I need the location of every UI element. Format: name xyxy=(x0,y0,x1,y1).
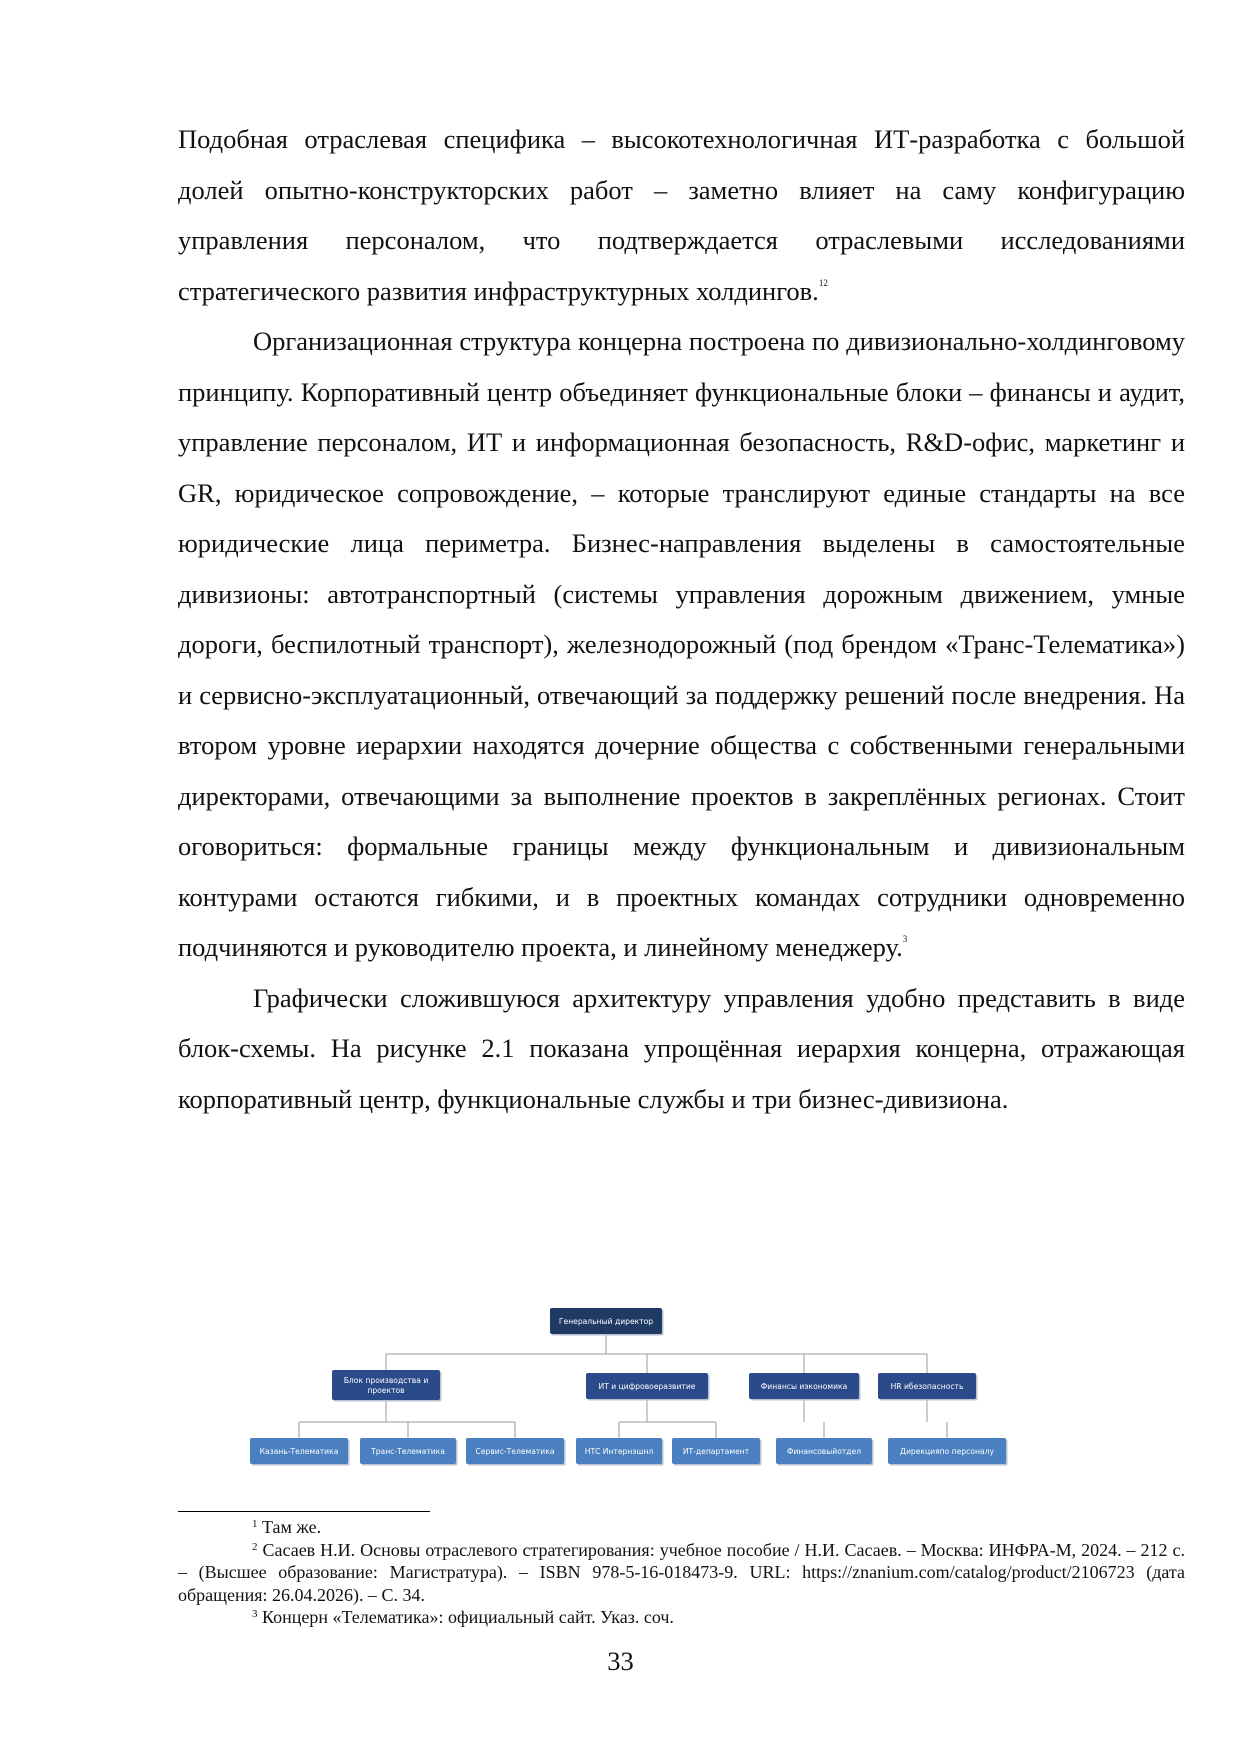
org-node-hr xyxy=(878,1373,978,1401)
paragraph-3-text: Графически сложившуюся архитектуру управления удобно представить в виде блок-схемы. На рисунке 2.1 показана упрощённая иерархия концерна, отражающая корпоративный центр, функциональные службы и три бизнес-дивизиона. xyxy=(178,982,1185,1114)
body-text xyxy=(178,114,1185,1124)
footnote-marker: 2 xyxy=(252,1540,258,1553)
node-label: Финансы иэкономика xyxy=(760,1382,848,1391)
node-label: Казань-Телематика xyxy=(259,1447,339,1456)
org-chart-figure xyxy=(250,1300,1110,1490)
org-node-it xyxy=(586,1373,710,1401)
node-label: Дирекцияпо персоналу xyxy=(900,1447,994,1456)
paragraph-1-text: Подобная отраслевая специфика – высокотехнологичная ИТ-разработка с большой долей опытно-конструкторских работ – заметно влияет на саму конфигурацию управления персоналом, что подтверждается отраслевыми исследованиями стратегического развития инфраструктурных холдингов. xyxy=(178,124,1185,306)
org-node-subsidiary xyxy=(672,1438,762,1466)
node-label: Финансовыйотдел xyxy=(786,1447,862,1456)
org-node-subsidiary xyxy=(576,1438,664,1466)
paragraph-2 xyxy=(178,316,1185,973)
org-node-subsidiary xyxy=(888,1438,1008,1466)
node-label: проектов xyxy=(367,1386,405,1395)
footnote-marker: 3 xyxy=(252,1608,258,1620)
node-label: ИТ-департамент xyxy=(682,1447,750,1456)
org-node-subsidiary xyxy=(776,1438,874,1466)
footnote-separator xyxy=(178,1511,430,1512)
node-label: Сервис-Телематика xyxy=(475,1447,555,1456)
org-node-subsidiary xyxy=(250,1438,350,1466)
node-box xyxy=(332,1370,440,1400)
footnote-text: Там же. xyxy=(262,1517,322,1537)
node-label: НТС Интернэшнл xyxy=(584,1447,654,1456)
footnote-text: Сасаев Н.И. Основы отраслевого стратегирования: учебное пособие / Н.И. Сасаев. – Москва: ИНФРА-М, 2024. – 212 с. – (Высшее образование: Магистратура). – ISBN 978-5-16-018473-9. URL: https://znanium.com/catalog/product/2106723 (дата обращения: 26.04.2026). – С. 34. xyxy=(178,1539,1186,1605)
footnote-marker: 1 xyxy=(252,1518,258,1530)
node-label: Транс-Телематика xyxy=(371,1447,445,1456)
footnote-3 xyxy=(178,1606,1185,1629)
footnotes xyxy=(178,1516,1185,1629)
footnote-2 xyxy=(178,1539,1185,1607)
page-number: 33 xyxy=(607,1646,634,1676)
org-node-fin xyxy=(749,1373,861,1401)
org-chart-svg xyxy=(250,1300,1110,1490)
paragraph-3 xyxy=(178,973,1185,1125)
paragraph-2-text: Организационная структура концерна построена по дивизионально-холдинговому принципу. Корпоративный центр объединяет функциональные блоки – финансы и аудит, управление персоналом, ИТ и информационная безопасность, R&D-офис, маркетинг и GR, юридическое сопровождение, – которые транслируют единые стандарты на все юридические лица периметра. Бизнес-направления выделены в самостоятельные дивизионы: автотранспортный (системы управления дорожным движением, умные дороги, беспилотный транспорт), железнодорожный (под брендом «Транс-Телематика») и сервисно-эксплуатационный, отвечающий за поддержку решений после внедрения. На втором уровне иерархии находятся дочерние общества с собственными генеральными директорами, отвечающими за выполнение проектов в закреплённых регионах. Стоит оговориться: формальные границы между функциональным и дивизиональным контурами остаются гибкими, и в проектных командах сотрудники одновременно подчиняются и руководителю проекта, и линейному менеджеру. xyxy=(178,326,1185,962)
org-node-subsidiary xyxy=(360,1438,458,1466)
node-label: ИТ и цифровоеразвитие xyxy=(598,1382,696,1391)
footnote-ref[interactable]: 12 xyxy=(818,277,828,288)
footnote-text: Концерн «Телематика»: официальный сайт. Указ. соч. xyxy=(262,1607,674,1627)
footnote-1 xyxy=(178,1516,1185,1539)
node-label: HR ибезопасность xyxy=(890,1382,964,1391)
org-chart-nodes xyxy=(250,1308,1008,1466)
node-label: Генеральный директор xyxy=(558,1317,654,1326)
footnote-ref[interactable]: 3 xyxy=(902,934,908,944)
org-node-subsidiary xyxy=(466,1438,566,1466)
org-node-prod xyxy=(332,1370,442,1402)
paragraph-1 xyxy=(178,114,1185,316)
org-node-root xyxy=(550,1308,664,1336)
node-label: Блок производства и xyxy=(343,1376,429,1385)
